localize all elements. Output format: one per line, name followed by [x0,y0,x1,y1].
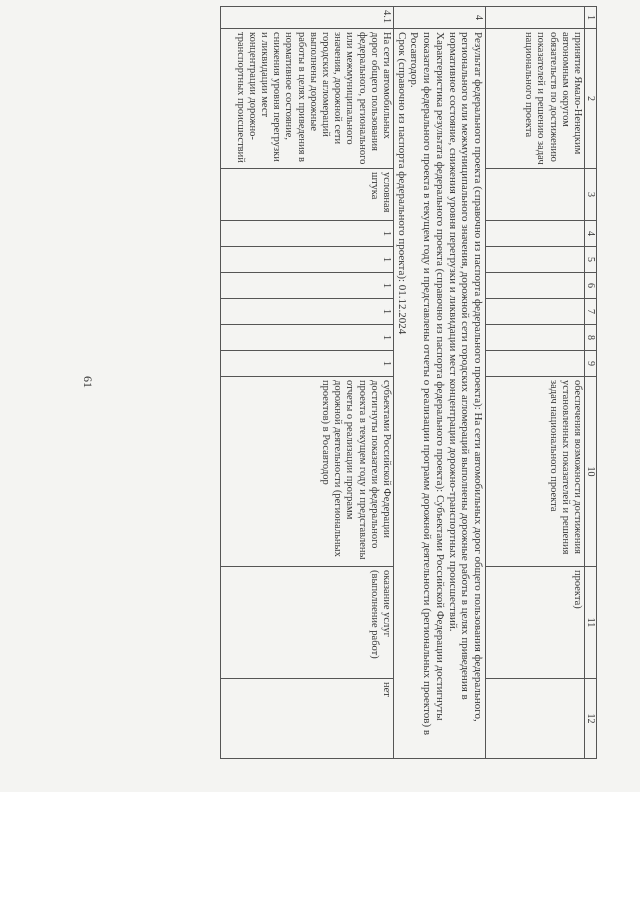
header-cell: 1 [585,7,597,29]
table-row [486,7,585,759]
table-cell [486,273,585,299]
table-cell: 1 [221,299,394,325]
section-row [394,7,486,759]
table-cell [486,299,585,325]
table-cell: 1 [221,351,394,377]
table-cell: 1 [221,247,394,273]
table-cell: На сети автомобильных дорог общего пользования федерального, регионального или межмуниципального значения, дорожной сети городских агломераций выполнены дорожные работы в целях приведения в нормативное состояние, снижения уровня перегрузки и ликвидации мест концентрации дорожно-транспортных происшествий [221,29,394,169]
table-cell: 4.1 [221,7,394,29]
header-cell: 8 [585,325,597,351]
table-cell: оказание услуг (выполнение работ) [221,567,394,679]
table-cell [486,325,585,351]
section-result: Результат федерального проекта (справочно из паспорта федерального проекта): На сети автомобильных дорог общего пользования федерального, регионального или межмуниципального значения, дорожной сети городских агломераций выполнены дорожные работы в целях приведения в нормативное состояние, снижения уровня перегрузки и ликвидации мест концентрации дорожно-транспортных происшествий. [446,32,484,722]
header-row [585,7,597,759]
table-cell: 1 [221,221,394,247]
header-cell: 11 [585,567,597,679]
header-cell: 5 [585,247,597,273]
section-deadline: Срок (справочно из паспорта федерального проекта): 01.12.2024 [395,32,408,335]
page-number: 61 [81,376,95,388]
table-cell: нет [221,679,394,759]
table-cell: субъектами Российской Федерации достигнуты показатели федерального проекта в текущем году и представлены отчеты о реализации программ дорожной деятельности (региональных проектов) в Росавтодор [221,377,394,567]
table-cell: обеспечения возможности достижения установленных показателей и решения задач национального проекта [486,377,585,567]
table-cell: принятие Ямало-Ненецким автономным округом обязательств по достижению показателей и решению задач национального проекта [486,29,585,169]
table-cell: условная штука [221,169,394,221]
header-cell: 12 [585,679,597,759]
table-cell [486,351,585,377]
table-cell: проекта) [486,567,585,679]
section-description [394,29,486,759]
header-cell: 2 [585,29,597,169]
table-cell: 1 [221,273,394,299]
header-cell: 4 [585,221,597,247]
table-cell [486,221,585,247]
table-cell [486,169,585,221]
table-cell [486,679,585,759]
header-cell: 7 [585,299,597,325]
header-cell: 3 [585,169,597,221]
header-cell: 6 [585,273,597,299]
section-characteristic: Характеристика результата федерального проекта (справочно из паспорта федерального проекта): Субъектами Российской Федерации достигнуты показатели федерального проекта в текущем году и представлены отчеты о реализации программ дорожной деятельности (региональных проектов) в Росавтодор. [408,32,446,736]
header-cell: 9 [585,351,597,377]
header-cell: 10 [585,377,597,567]
table-cell: 1 [221,325,394,351]
table-cell [486,247,585,273]
rotated-document [87,6,597,758]
table-cell [486,7,585,29]
table-row [221,7,394,759]
section-number: 4 [394,7,486,29]
data-table [220,6,597,759]
